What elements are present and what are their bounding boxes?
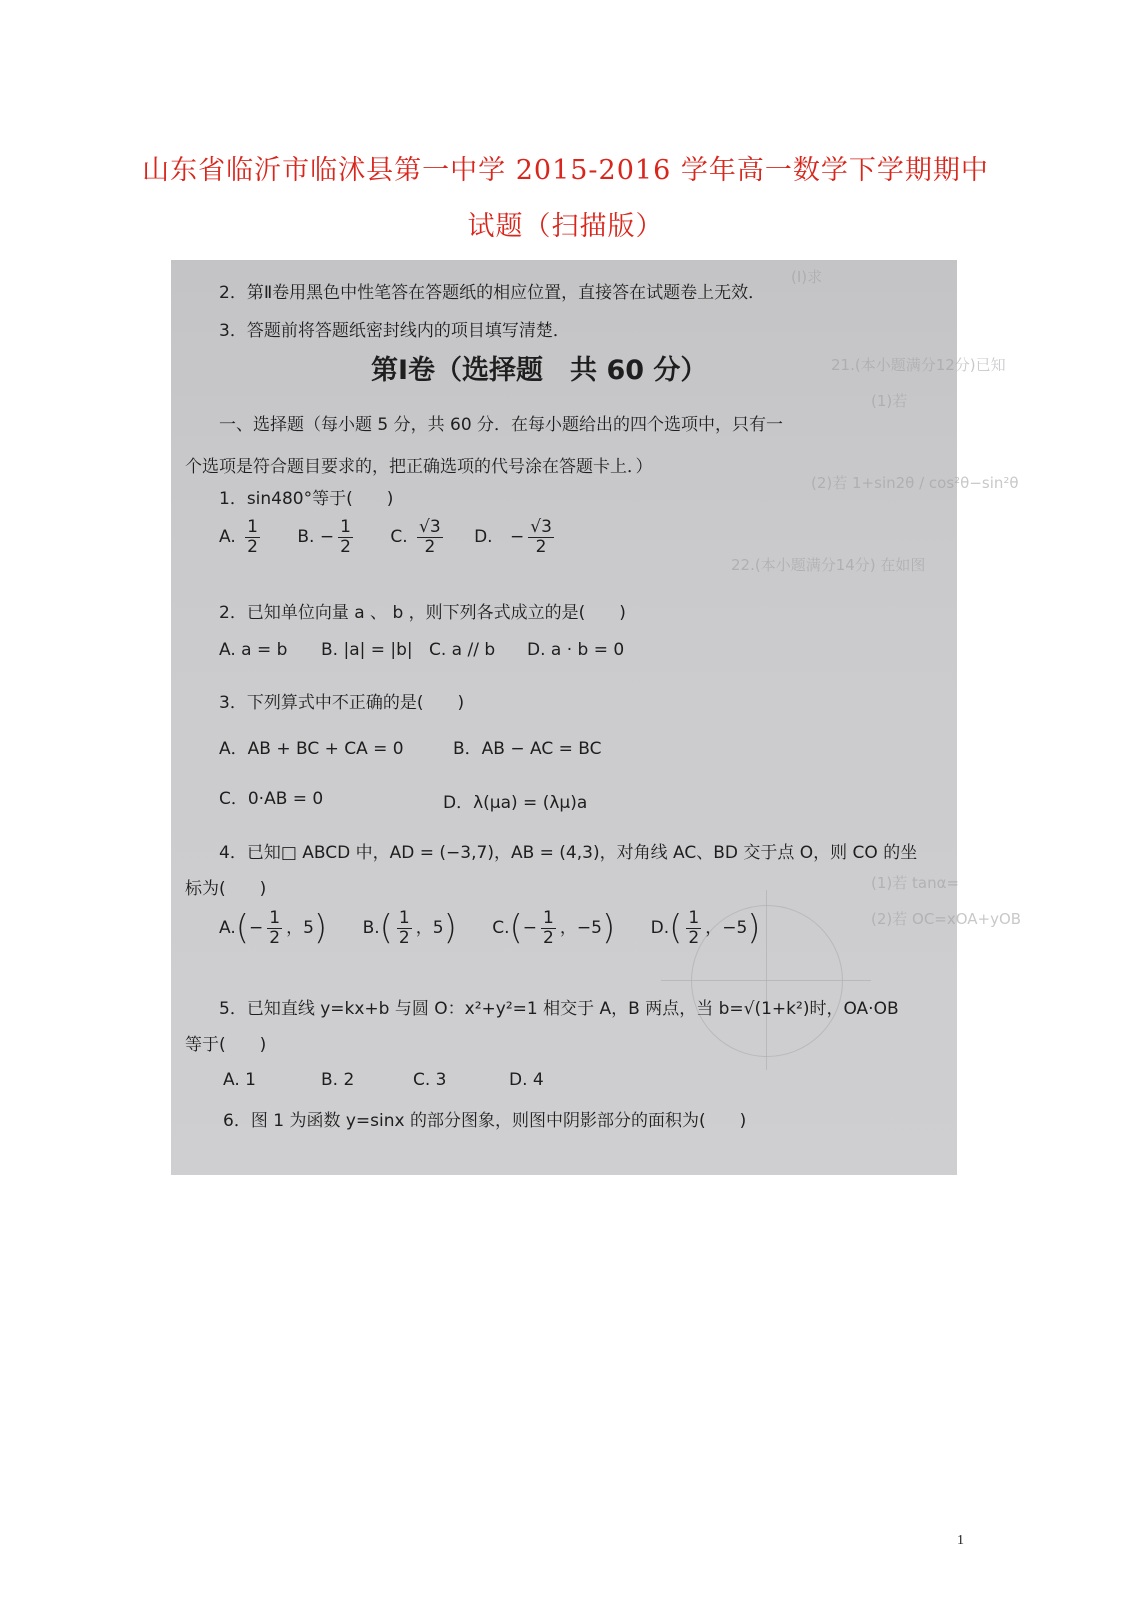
question-2-option-a: A. a = b <box>219 640 288 660</box>
question-3-option-d: D．λ(μa) = (λμ)a <box>443 793 588 813</box>
option-c-label: C. <box>492 918 510 938</box>
question-5-option-b: B. 2 <box>321 1070 355 1090</box>
denominator: 2 <box>424 536 436 557</box>
numerator: 1 <box>688 907 700 928</box>
section-heading: 第Ⅰ卷（选择题 共 60 分） <box>371 355 708 386</box>
bracket-left: ( <box>509 908 523 948</box>
question-5-stem-line-2: 等于( ) <box>185 1035 267 1055</box>
question-2-stem: 2．已知单位向量 a 、 b ，则下列各式成立的是( ) <box>219 603 626 623</box>
minus-sign: − <box>319 527 335 548</box>
bleed-through-axis <box>766 890 767 1070</box>
bleed-through-text: (1)若 <box>871 392 908 410</box>
option-c-rest: ，−5 <box>559 918 602 938</box>
option-c-label: C. <box>390 527 408 548</box>
bracket-right: ) <box>313 908 328 948</box>
question-2-option-c: C. a // b <box>429 640 496 660</box>
option-a-label: A. <box>219 527 236 548</box>
page-number: 1 <box>957 1533 964 1548</box>
question-4-stem-line-2: 标为( ) <box>185 879 267 899</box>
bleed-through-text: 22.(本小题满分14分) 在如图 <box>731 556 926 574</box>
question-5-stem-line-1: 5．已知直线 y=kx+b 与圆 O：x²+y²=1 相交于 A，B 两点，当 b=√(1+k²)时，OA·OB <box>219 999 899 1019</box>
bleed-through-text: (Ⅰ)求 <box>791 268 823 286</box>
option-b-rest: ，5 <box>415 918 444 938</box>
option-a-rest: ，5 <box>286 918 314 938</box>
document-title-line-1: 山东省临沂市临沭县第一中学 2015-2016 学年高一数学下学期期中 <box>142 155 989 186</box>
option-d-fraction <box>528 518 554 556</box>
numerator: 1 <box>269 907 281 928</box>
option-a-fraction <box>267 909 282 947</box>
minus-sign: − <box>510 527 525 548</box>
bleed-through-text: (2)若 1+sin2θ / cos²θ−sin²θ <box>811 474 1019 492</box>
bracket-right: ) <box>601 908 616 948</box>
option-d-rest: ，−5 <box>705 918 748 938</box>
denominator: 2 <box>269 927 281 948</box>
option-d-fraction <box>686 909 701 947</box>
question-3-option-c: C．0·AB = 0 <box>219 789 324 809</box>
bracket-right: ) <box>747 908 761 948</box>
option-d-label: D. <box>474 527 493 548</box>
question-1-options <box>219 518 558 556</box>
question-5-option-a: A. 1 <box>223 1070 256 1090</box>
bracket-left: ( <box>669 908 683 948</box>
denominator: 2 <box>688 927 700 948</box>
scanned-exam-image <box>171 260 1022 1175</box>
question-5-option-c: C. 3 <box>413 1070 447 1090</box>
question-3-stem: 3．下列算式中不正确的是( ) <box>219 693 465 713</box>
bracket-left: ( <box>379 908 393 948</box>
question-2-option-d: D. a · b = 0 <box>527 640 625 660</box>
numerator: 1 <box>398 907 410 928</box>
option-a-label: A. <box>219 918 236 938</box>
numerator: √3 <box>530 517 552 537</box>
question-1-stem: 1．sin480°等于( ) <box>219 489 394 509</box>
question-4-stem-line-1: 4．已知□ ABCD 中，AD = (−3,7)，AB = (4,3)，对角线 AC、BD 交于点 O，则 CO 的坐 <box>219 843 918 863</box>
denominator: 2 <box>398 927 410 948</box>
option-a-fraction <box>245 518 260 556</box>
option-b-label: B. <box>297 527 315 548</box>
numerator: √3 <box>419 517 441 537</box>
denominator: 2 <box>247 536 258 557</box>
denominator: 2 <box>340 536 351 557</box>
option-b-fraction <box>338 518 353 556</box>
minus-sign: − <box>522 918 538 938</box>
question-3-option-a: A．AB + BC + CA = 0 <box>219 739 404 759</box>
question-2-option-b: B. |a| = |b| <box>321 640 413 660</box>
minus-sign: − <box>249 918 264 938</box>
question-6-stem: 6．图 1 为函数 y=sinx 的部分图象，则图中阴影部分的面积为( ) <box>223 1111 747 1131</box>
bleed-through-text: (1)若 tanα= <box>871 874 960 892</box>
bleed-through-text: 21.(本小题满分12分)已知 <box>831 356 1006 374</box>
numerator: 1 <box>340 517 351 537</box>
option-b-label: B. <box>362 918 380 938</box>
numerator: 1 <box>543 907 554 928</box>
denominator: 2 <box>543 927 554 948</box>
option-c-fraction <box>417 518 443 556</box>
bracket-right: ) <box>443 908 457 948</box>
option-c-fraction <box>541 909 556 947</box>
question-4-options <box>219 908 761 948</box>
instruction-3: 3．答题前将答题纸密封线内的项目填写清楚． <box>219 321 570 341</box>
bleed-through-text: (2)若 OC=xOA+yOB <box>871 910 1022 928</box>
bracket-left: ( <box>235 908 249 948</box>
question-3-option-b: B．AB − AC = BC <box>453 739 602 759</box>
document-title-line-2: 试题（扫描版） <box>467 211 664 242</box>
option-d-label: D. <box>650 918 670 938</box>
denominator: 2 <box>535 536 547 557</box>
part1-instruction-line-2: 个选项是符合题目要求的，把正确选项的代号涂在答题卡上．） <box>185 457 653 477</box>
part1-instruction-line-1: 一、选择题（每小题 5 分，共 60 分．在每小题给出的四个选项中，只有一 <box>219 415 784 435</box>
instruction-2: 2．第Ⅱ卷用黑色中性笔答在答题纸的相应位置，直接答在试题卷上无效． <box>219 283 766 303</box>
numerator: 1 <box>247 517 258 537</box>
option-b-fraction <box>397 909 412 947</box>
question-5-option-d: D. 4 <box>509 1070 544 1090</box>
